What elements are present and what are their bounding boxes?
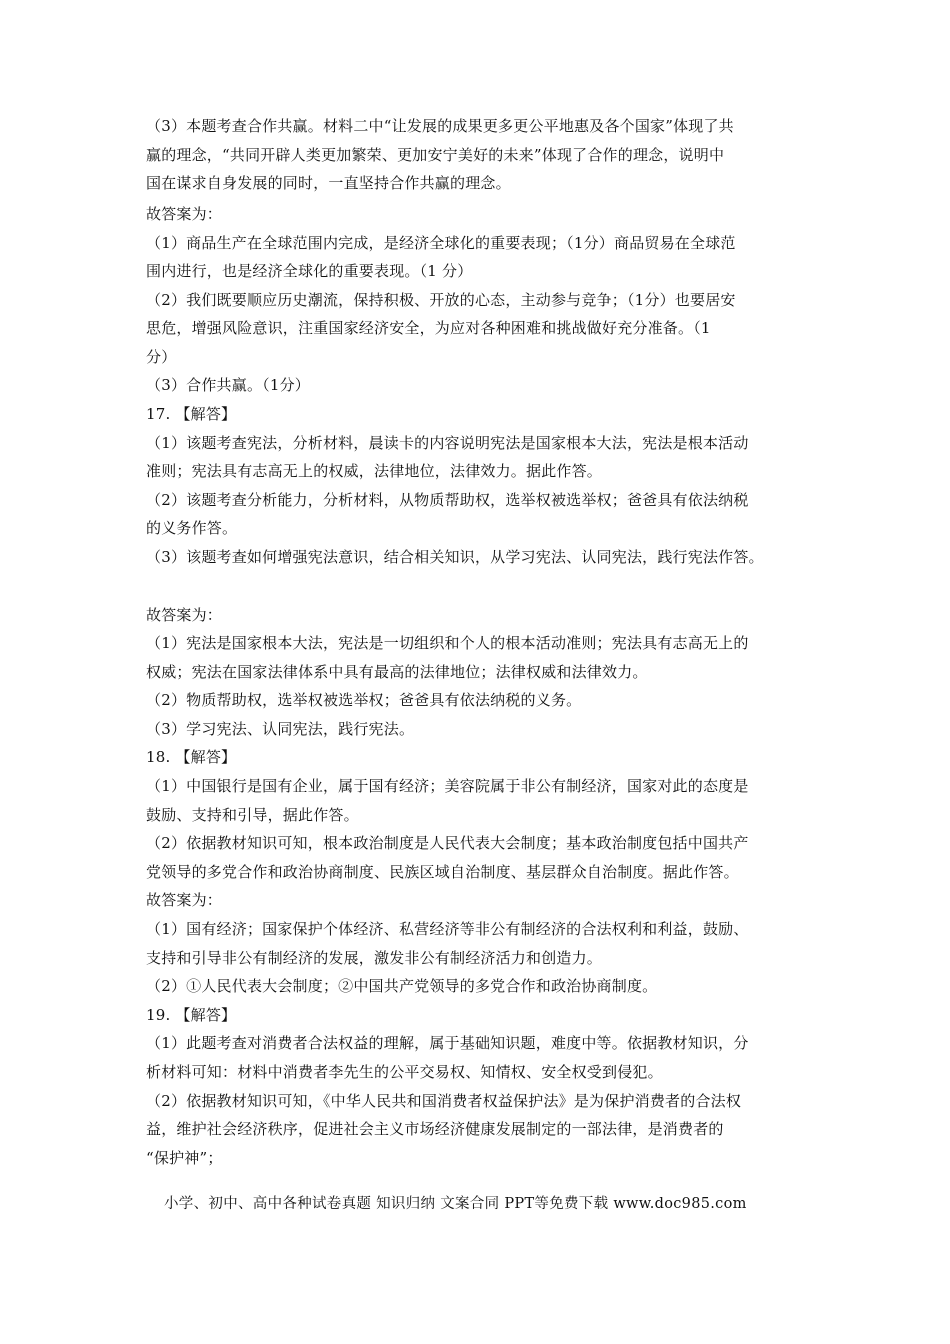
- text-line: （2）物质帮助权，选举权被选举权；爸爸具有依法纳税的义务。: [146, 691, 582, 709]
- text-line: （3）该题考查如何增强宪法意识，结合相关知识，从学习宪法、认同宪法，践行宪法作答。: [146, 548, 764, 566]
- text-line: 故答案为：: [146, 891, 223, 909]
- text-line: 思危，增强风险意识，注重国家经济安全，为应对各种困难和挑战做好充分准备。（1: [146, 319, 711, 337]
- question-heading: 17. 【解答】: [146, 405, 237, 423]
- text-line: “保护神”；: [146, 1149, 223, 1167]
- page-footer: 小学、初中、高中各种试卷真题 知识归纳 文案合同 PPT等免费下载 www.doc985.com: [164, 1196, 747, 1212]
- text-line: 的义务作答。: [146, 519, 238, 537]
- text-line: （1）国有经济；国家保护个体经济、私营经济等非公有制经济的合法权利和利益，鼓励、: [146, 920, 749, 938]
- text-line: （3）学习宪法、认同宪法，践行宪法。: [146, 720, 415, 738]
- text-line: （3）本题考查合作共赢。材料二中“让发展的成果更多更公平地惠及各个国家”体现了共: [146, 117, 734, 135]
- text-line: 准则；宪法具有志高无上的权威，法律地位，法律效力。据此作答。: [146, 462, 603, 480]
- text-line: 党领导的多党合作和政治协商制度、民族区域自治制度、基层群众自治制度。据此作答。: [146, 863, 739, 881]
- text-line: （1）中国银行是国有企业，属于国有经济；美容院属于非公有制经济，国家对此的态度是: [146, 777, 749, 795]
- text-line: 析材料可知：材料中消费者李先生的公平交易权、知情权、安全权受到侵犯。: [146, 1063, 663, 1081]
- text-line: 赢的理念，“共同开辟人类更加繁荣、更加安宁美好的未来”体现了合作的理念，说明中: [146, 146, 725, 164]
- text-line: （2）我们既要顺应历史潮流，保持积极、开放的心态，主动参与竞争；（1分）也要居安: [146, 291, 736, 309]
- text-line: 故答案为：: [146, 606, 223, 624]
- text-line: （1）商品生产在全球范围内完成，是经济全球化的重要表现；（1分）商品贸易在全球范: [146, 234, 736, 252]
- text-line: （1）宪法是国家根本大法，宪法是一切组织和个人的根本活动准则；宪法具有志高无上的: [146, 634, 749, 652]
- text-line: （2）依据教材知识可知，根本政治制度是人民代表大会制度；基本政治制度包括中国共产: [146, 834, 749, 852]
- text-line: 围内进行，也是经济全球化的重要表现。（1 分）: [146, 262, 473, 280]
- text-line: （2）依据教材知识可知，《中华人民共和国消费者权益保护法》是为保护消费者的合法权: [146, 1092, 742, 1110]
- text-line: （1）此题考查对消费者合法权益的理解，属于基础知识题，难度中等。依据教材知识，分: [146, 1034, 749, 1052]
- question-heading: 18. 【解答】: [146, 748, 237, 766]
- text-line: 权威；宪法在国家法律体系中具有最高的法律地位；法律权威和法律效力。: [146, 663, 648, 681]
- question-heading: 19. 【解答】: [146, 1006, 237, 1024]
- text-line: 鼓励、支持和引导，据此作答。: [146, 806, 359, 824]
- text-line: 益，维护社会经济秩序，促进社会主义市场经济健康发展制定的一部法律，是消费者的: [146, 1120, 724, 1138]
- text-line: 故答案为：: [146, 205, 223, 223]
- text-line: （2）①人民代表大会制度；②中国共产党领导的多党合作和政治协商制度。: [146, 977, 658, 995]
- text-line: （2）该题考查分析能力，分析材料，从物质帮助权，选举权被选举权；爸爸具有依法纳税: [146, 491, 749, 509]
- text-line: （1）该题考查宪法，分析材料，晨读卡的内容说明宪法是国家根本大法，宪法是根本活动: [146, 434, 749, 452]
- text-line: 分）: [146, 348, 177, 366]
- text-line: 支持和引导非公有制经济的发展，激发非公有制经济活力和创造力。: [146, 949, 603, 967]
- text-line: （3）合作共赢。（1分）: [146, 376, 310, 394]
- text-line: 国在谋求自身发展的同时，一直坚持合作共赢的理念。: [146, 174, 511, 192]
